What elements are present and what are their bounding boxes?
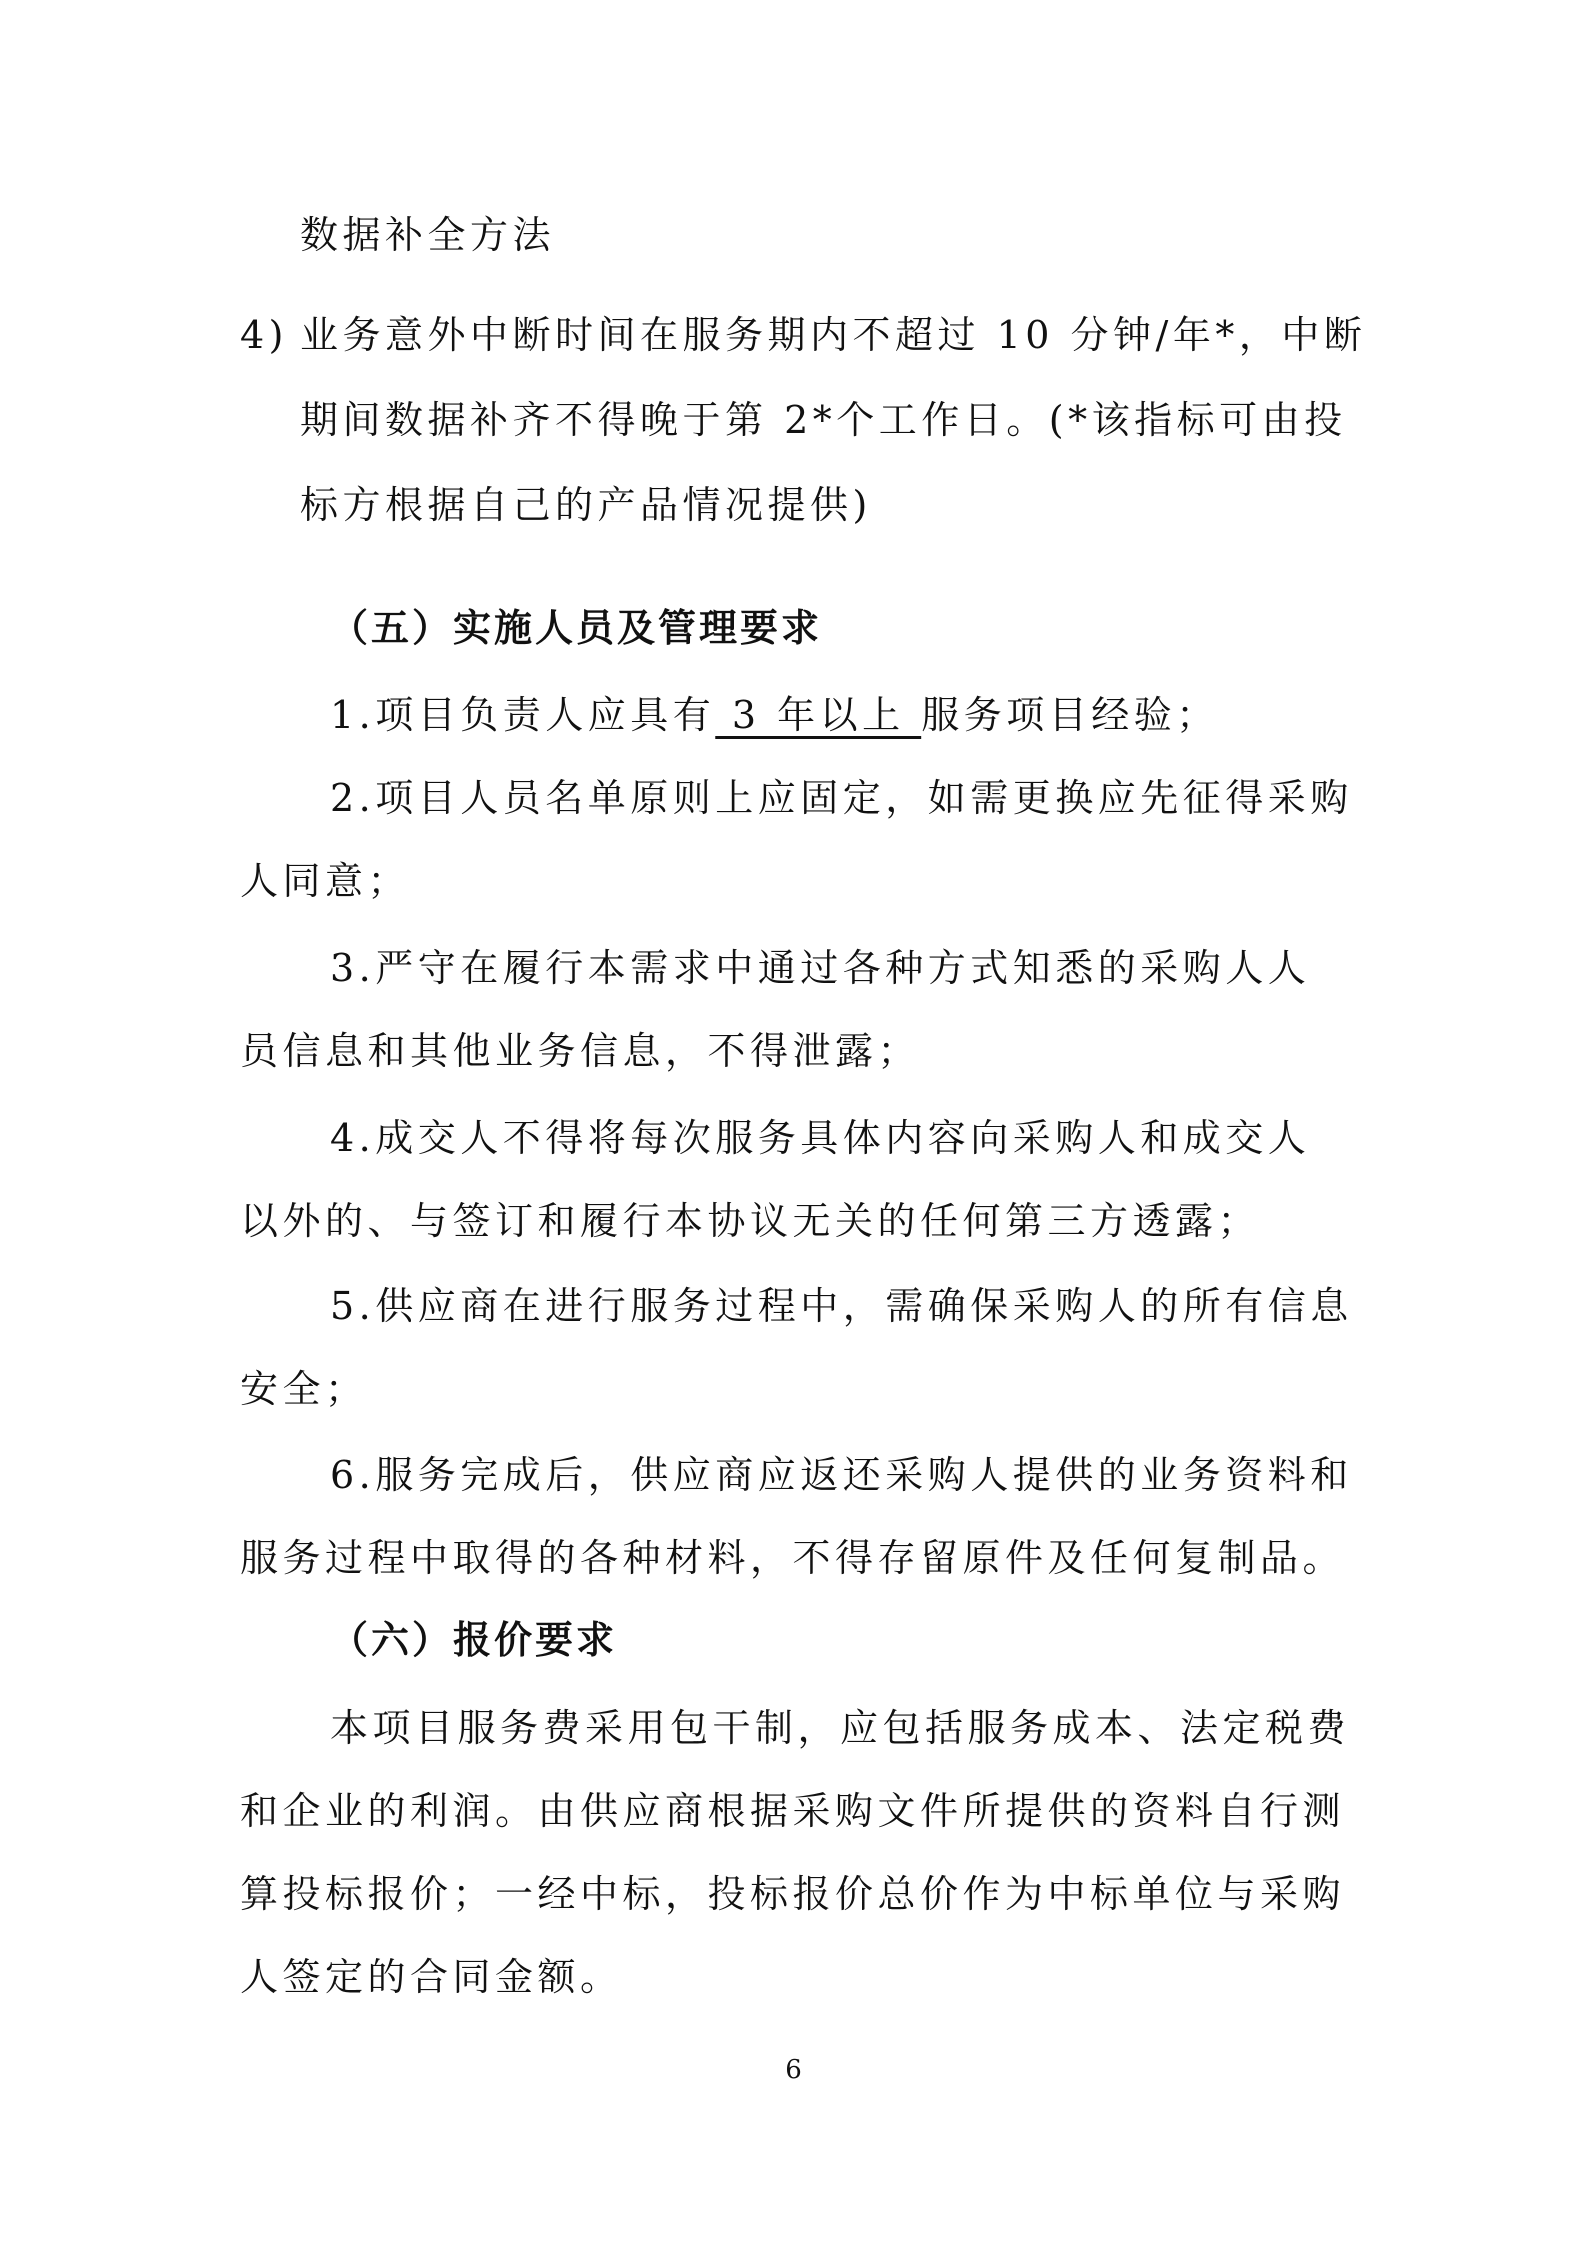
section5-item6-line2: 服务过程中取得的各种材料，不得存留原件及任何复制品。 xyxy=(240,1536,1346,1580)
section5-item1 xyxy=(330,687,1450,743)
section5-item2-line1: 2.项目人员名单原则上应固定，如需更换应先征得采购 xyxy=(330,776,1353,820)
section5-item5-line1: 5.供应商在进行服务过程中，需确保采购人的所有信息 xyxy=(330,1284,1353,1328)
section6-para-line4: 人签定的合同金额。 xyxy=(240,1955,623,1999)
item4-line3: 标方根据自己的产品情况提供) xyxy=(300,483,872,527)
section6-para-line2: 和企业的利润。由供应商根据采购文件所提供的资料自行测 xyxy=(240,1789,1346,1833)
item1-suffix: 服务项目经验； xyxy=(921,693,1219,737)
item4-line2: 期间数据补齐不得晚于第 2*个工作日。(*该指标可由投 xyxy=(300,398,1347,442)
section6-para-line3: 算投标报价；一经中标，投标报价总价作为中标单位与采购 xyxy=(240,1872,1346,1916)
section5-item6-line1: 6.服务完成后，供应商应返还采购人提供的业务资料和 xyxy=(330,1453,1353,1497)
section5-heading: （五）实施人员及管理要求 xyxy=(330,606,823,650)
section6-heading: （六）报价要求 xyxy=(330,1618,618,1662)
section5-item3-line1: 3.严守在履行本需求中通过各种方式知悉的采购人人 xyxy=(330,946,1311,990)
item4-line1: 业务意外中断时间在服务期内不超过 10 分钟/年*，中断 xyxy=(300,313,1367,357)
item1-prefix: 1.项目负责人应具有 xyxy=(330,693,716,737)
section5-item4-line2: 以外的、与签订和履行本协议无关的任何第三方透露； xyxy=(240,1199,1261,1243)
item3-continuation: 数据补全方法 xyxy=(300,213,556,257)
section6-para-line1: 本项目服务费采用包干制，应包括服务成本、法定税费 xyxy=(330,1706,1351,1750)
item4-label: 4) xyxy=(240,313,289,357)
page-number: 6 xyxy=(785,2055,802,2085)
item1-underlined-value: 3 年以上 xyxy=(715,693,922,737)
section5-item3-line2: 员信息和其他业务信息，不得泄露； xyxy=(240,1029,921,1073)
section5-item4-line1: 4.成交人不得将每次服务具体内容向采购人和成交人 xyxy=(330,1116,1311,1160)
section5-item2-line2: 人同意； xyxy=(240,859,411,903)
section5-item5-line2: 安全； xyxy=(240,1367,368,1411)
